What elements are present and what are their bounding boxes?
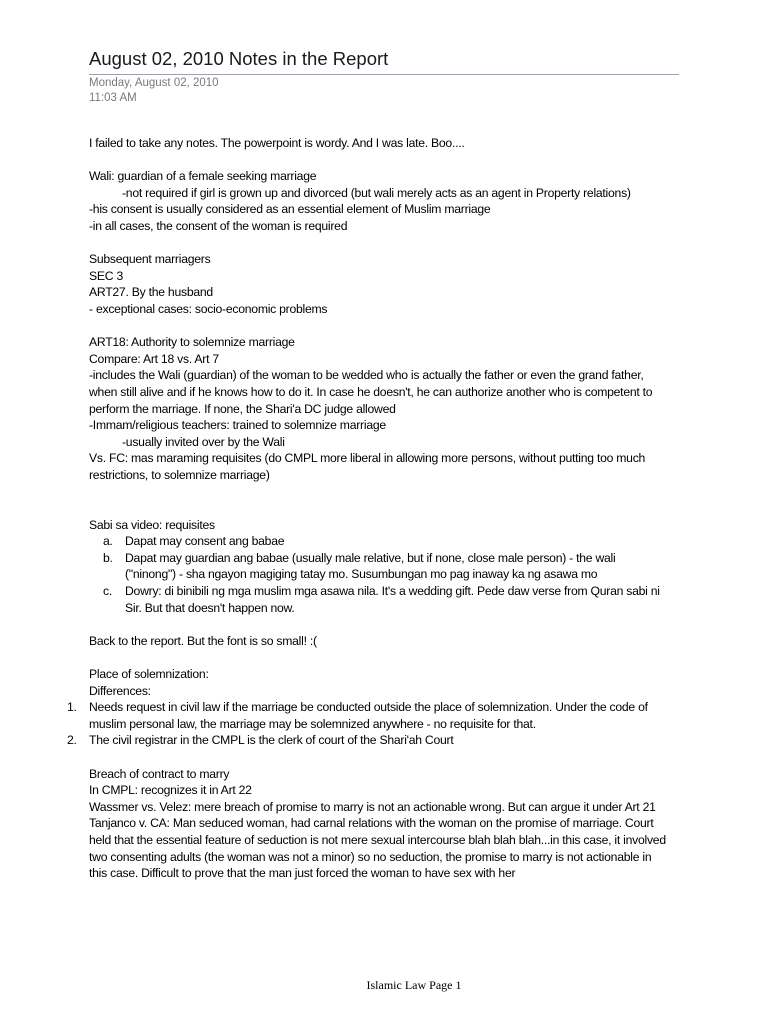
list-marker: 1.	[67, 700, 77, 715]
list-item-text: Dapat may guardian ang babae (usually male relative, but if none, close male person) - the wali ("ninong") - sha ngayon magiging tatay mo. Susumbungan mo pag inaway ka ng asawa mo	[125, 550, 616, 582]
subsequent-heading: Subsequent marriagers	[89, 252, 211, 267]
woman-consent-note: -in all cases, the consent of the woman is required	[89, 218, 348, 233]
art27-line: ART27. By the husband	[89, 285, 213, 300]
note-time: 11:03 AM	[89, 92, 137, 104]
note-body	[67, 135, 669, 882]
note-metadata	[89, 76, 219, 106]
blank-line	[89, 649, 669, 666]
blank-line	[89, 616, 669, 633]
blank-line	[89, 483, 669, 500]
list-item-text: Dowry: di binibili ng mga muslim mga asawa nila. It's a wedding gift. Pede daw verse from Quran sabi ni Sir. But that doesn't happen now.	[125, 584, 660, 615]
note-date: Monday, August 02, 2010	[89, 77, 219, 89]
intro-line: I failed to take any notes. The powerpoint is wordy. And I was late. Boo....	[89, 136, 465, 150]
list-item	[67, 699, 669, 732]
blank-line	[89, 318, 669, 335]
back-to-report-line: Back to the report. But the font is so small! :(	[89, 633, 317, 648]
page-title: August 02, 2010 Notes in the Report	[89, 48, 389, 69]
list-item	[89, 550, 669, 583]
wassmer-paragraph: Wassmer vs. Velez: mere breach of promise to marry is not an actionable wrong. But can argue it under Art 21	[89, 799, 656, 814]
title-divider	[89, 74, 679, 75]
list-marker: c.	[103, 584, 112, 599]
invited-line: -usually invited over by the Wali	[122, 434, 285, 449]
blank-line	[89, 749, 669, 766]
wali-note: -not required if girl is grown up and divorced (but wali merely acts as an agent in Property relations)	[122, 185, 631, 200]
video-heading: Sabi sa video: requisites	[89, 517, 215, 532]
immam-line: -Immam/religious teachers: trained to solemnize marriage	[89, 418, 386, 433]
list-item-text: The civil registrar in the CMPL is the clerk of court of the Shari'ah Court	[89, 733, 454, 748]
list-marker: a.	[103, 534, 113, 549]
blank-line	[89, 235, 669, 252]
list-item	[89, 583, 669, 616]
list-item	[89, 533, 669, 550]
list-marker: b.	[103, 550, 113, 565]
page-footer: Islamic Law Page 1	[366, 978, 462, 992]
fc-comparison-paragraph: Vs. FC: mas maraming requisites (do CMPL more liberal in allowing more persons, without putting too much restrictions, to solemnize marriage)	[89, 451, 646, 482]
list-item-text: Dapat may consent ang babae	[125, 534, 285, 549]
breach-heading: Breach of contract to marry	[89, 766, 230, 781]
differences-heading: Differences:	[89, 683, 151, 698]
tanjanco-paragraph: Tanjanco v. CA: Man seduced woman, had carnal relations with the woman on the promise of marriage. Court held that the essential feature of seduction is not mere sexual intercourse blah blah blah...in this case, it involved two consenting adults (the woman was not a minor) so no seduction, the promise to marry is not actionable in this case. Difficult to prove that the man just forced the woman to have sex with her	[89, 816, 666, 881]
list-item-text: Needs request in civil law if the marriage be conducted outside the place of solemnization. Under the code of muslim personal law, the marriage may be solemnized anywhere - no requisite for that.	[89, 700, 648, 731]
compare-line: Compare: Art 18 vs. Art 7	[89, 351, 219, 366]
section-label: SEC 3	[89, 268, 123, 283]
cmpl-line: In CMPL: recognizes it in Art 22	[89, 783, 252, 798]
wali-consent-note: -his consent is usually considered as an essential element of Muslim marriage	[89, 202, 491, 217]
wali-definition: Wali: guardian of a female seeking marriage	[89, 169, 317, 184]
blank-line	[89, 500, 669, 517]
wali-authority-paragraph: -includes the Wali (guardian) of the woman to be wedded who is actually the father or even the grand father, when still alive and if he knows how to do it. In case he doesn't, he can authorize another who is competent to perform the marriage. If none, the Shari'a DC judge allowed	[89, 368, 653, 416]
art18-heading: ART18: Authority to solemnize marriage	[89, 335, 295, 350]
exceptional-cases-line: - exceptional cases: socio-economic problems	[89, 301, 328, 316]
list-marker: 2.	[67, 733, 77, 748]
blank-line	[89, 152, 669, 169]
place-heading: Place of solemnization:	[89, 667, 209, 681]
list-item	[67, 732, 669, 749]
